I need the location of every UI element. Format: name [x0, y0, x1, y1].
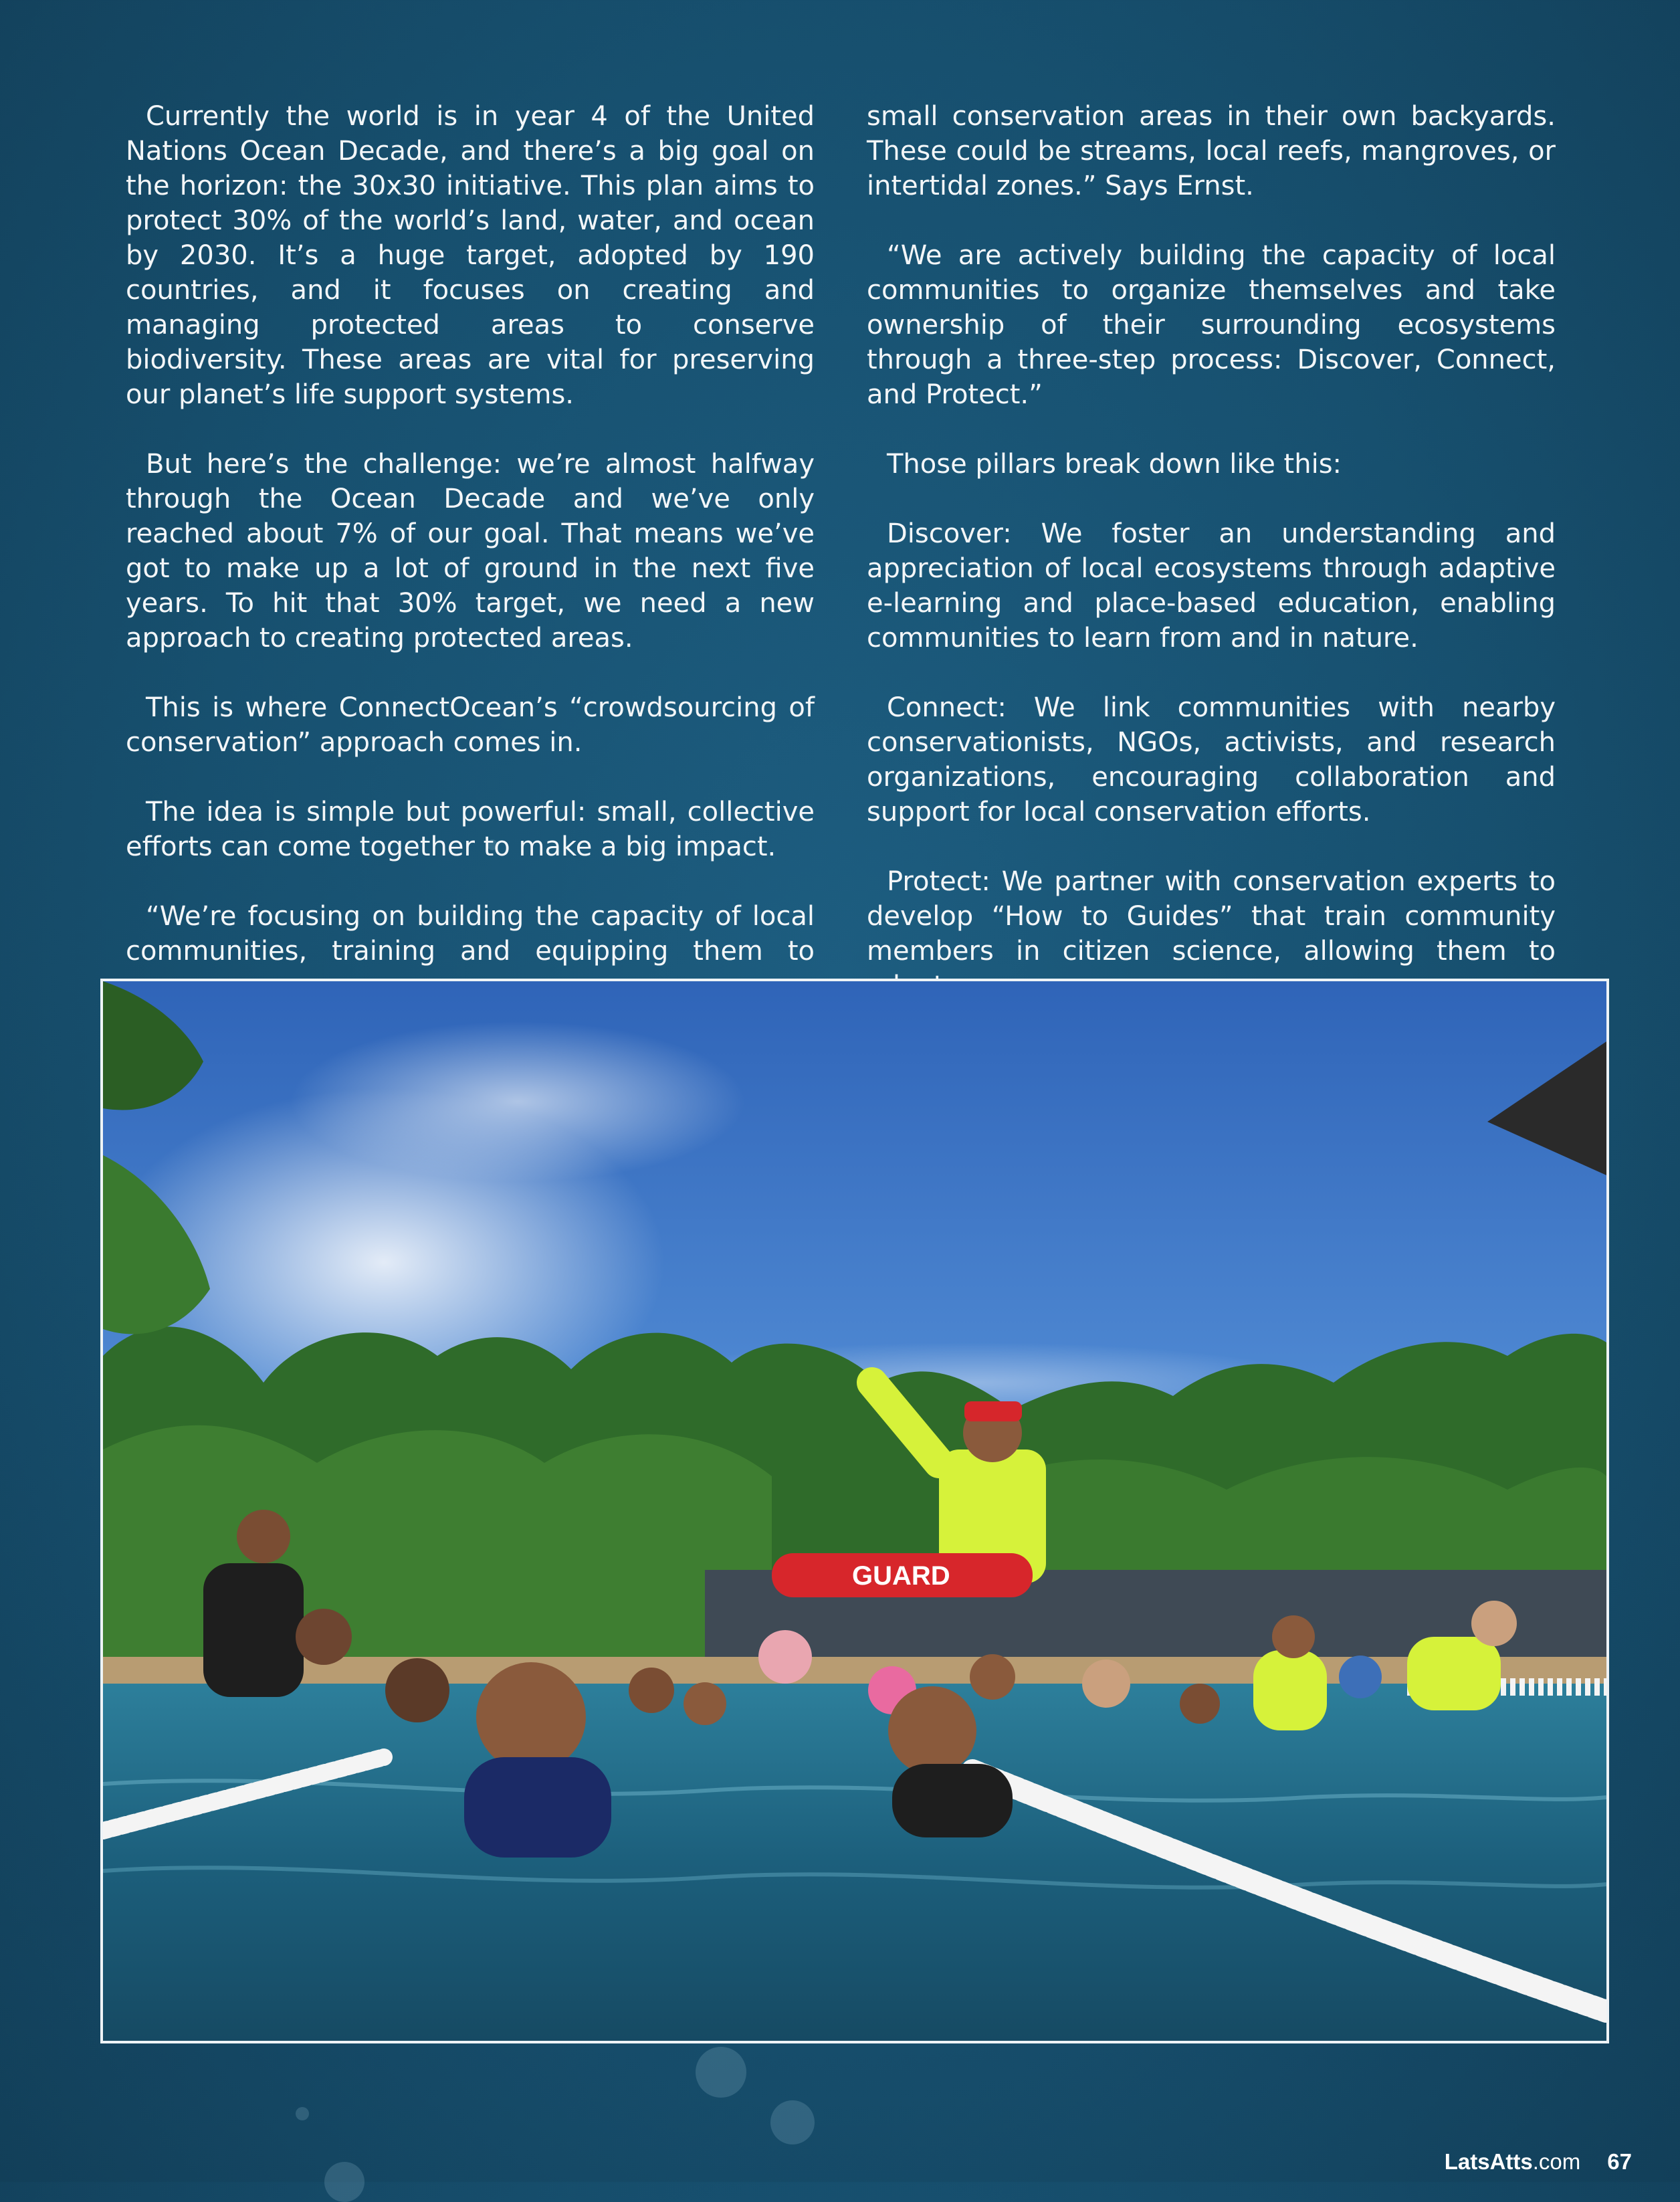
paragraph: “We are actively building the capacity of local communities to organize themselves and take ownership of their surrounding ecosystems through a three-step process: Discover, Connect, and Protect.” [867, 240, 1556, 410]
paragraph: Currently the world is in year 4 of the United Nations Ocean Decade, and there’s a big goal on the horizon: the 30x30 initiative. This plan aims to protect 30% of the world’s land, water, and ocean by 2030. It’s a huge target, adopted by 190 countries, and it focuses on creating and managing protected areas to conserve biodiversity. These areas are vital for preserving our planet’s life support systems. [126, 101, 815, 410]
paragraph: Protect: We partner with conservation experts to develop “How to Guides” that train community members in citizen science, allowing them to [867, 866, 1556, 967]
paragraph: Connect: We link communities with nearby conservationists, NGOs, activists, and research organizations, encouraging collaboration and support for local conservation efforts. [867, 692, 1556, 827]
article-photo [100, 979, 1609, 2043]
article-column-right [867, 99, 1556, 1003]
article-column-left [126, 99, 815, 1003]
paragraph: “We’re focusing on building the capacity of local communities, training and equipping them to [126, 901, 815, 967]
bokeh-bubble [696, 2047, 746, 2098]
paragraph: But here’s the challenge: we’re almost halfway through the Ocean Decade and we’ve only reached about 7% of our goal. That means we’ve got to make up a lot of ground in the next five years. To hit that 30% target, we need a new approach to creating protected areas. [126, 449, 815, 654]
buoy-label: GUARD [852, 1561, 950, 1591]
bokeh-bubble [324, 2162, 364, 2202]
paragraph: small conservation areas in their own backyards. These could be streams, local reefs, mangroves, or intertidal zones.” Says Ernst. [867, 101, 1556, 201]
site-domain: .com [1532, 2149, 1581, 2174]
paragraph: The idea is simple but powerful: small, collective efforts can come together to make a big impact. [126, 797, 815, 862]
paragraph: This is where ConnectOcean’s “crowdsourcing of conservation” approach comes in. [126, 692, 815, 758]
paragraph: Discover: We foster an understanding and appreciation of local ecosystems through adaptive e-learning and place-based education, enabling communities to learn from and in nature. [867, 518, 1556, 654]
bokeh-bubble [770, 2100, 815, 2144]
page-footer [1445, 2149, 1632, 2175]
paragraph: Those pillars break down like this: [887, 449, 1342, 480]
pool-group-photo [103, 981, 1606, 2041]
page-number: 67 [1607, 2149, 1632, 2174]
bokeh-bubble [296, 2107, 309, 2120]
site-brand: LatsAtts [1444, 2149, 1533, 2174]
